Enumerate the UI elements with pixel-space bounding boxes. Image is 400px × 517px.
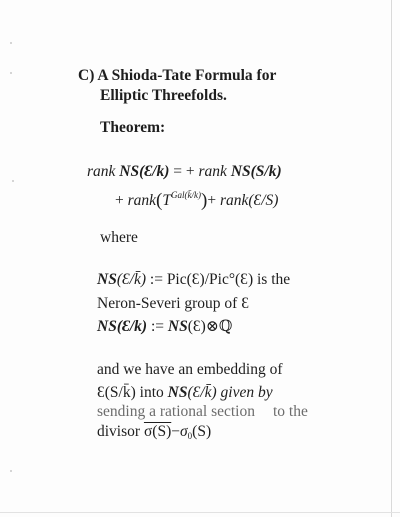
- ns-term: NS: [119, 163, 140, 180]
- ns-argument: (Ɛ/k): [139, 163, 170, 180]
- ns-term: NS: [167, 318, 188, 335]
- sigma-zero-term: σ: [180, 423, 188, 440]
- divisor-label: divisor: [97, 423, 144, 440]
- plus-sign: +: [115, 192, 128, 209]
- embedding-line-3: [97, 403, 308, 421]
- formula-line-2: [115, 186, 278, 210]
- section-group: Ɛ(S/k̄) into: [97, 384, 168, 401]
- rank-term: rank: [127, 192, 157, 209]
- galois-superscript: Gal(k̄/k): [171, 190, 201, 200]
- definition-line-1: [97, 271, 290, 289]
- sigma-term: σ(S): [143, 423, 172, 440]
- ns-argument: (Ɛ/k̄) given by: [187, 384, 273, 401]
- rank-argument: (Ɛ/S): [248, 192, 279, 209]
- embedding-line-2: [97, 384, 273, 402]
- ns-term: NS: [97, 318, 117, 335]
- plus-sign: +: [207, 192, 220, 209]
- scan-edge: [0, 512, 400, 513]
- ns-term: NS: [97, 271, 117, 288]
- sigma-argument: (S): [192, 423, 212, 440]
- close-paren: ): [200, 190, 208, 211]
- ns-argument: (Ɛ/k): [116, 318, 148, 335]
- rank-term: rank: [198, 163, 231, 180]
- formula-line-1: [87, 163, 282, 181]
- assign-symbol: :=: [147, 318, 168, 335]
- ns-argument: (Ɛ/k̄): [116, 271, 147, 288]
- theorem-label: Theorem:: [100, 119, 166, 136]
- rank-term: rank: [87, 163, 116, 180]
- embedding-line-4: [97, 423, 211, 445]
- embedding-line-1: and we have an embedding of: [97, 361, 283, 378]
- definition-text: := Pic(Ɛ)/Pic°(Ɛ) is the: [146, 271, 291, 288]
- sigma-subscript: 0: [187, 431, 193, 441]
- scan-edge: [391, 0, 392, 517]
- scan-speck: [10, 42, 12, 44]
- scan-speck: [10, 72, 12, 74]
- ns-term: NS: [167, 384, 188, 401]
- equals-plus: = +: [169, 163, 199, 180]
- heading-line-1: C) A Shioda-Tate Formula for: [78, 67, 277, 84]
- minus-sign: −: [171, 423, 180, 440]
- rank-term: rank: [219, 192, 249, 209]
- heading-line-2: Elliptic Threefolds.: [100, 87, 227, 104]
- embedding-text: to the: [272, 403, 308, 420]
- definition-line-3: [97, 318, 232, 336]
- scan-speck: [10, 470, 12, 472]
- t-term: T: [162, 192, 171, 209]
- embedding-text: sending a rational section: [97, 403, 255, 420]
- section-heading: [78, 66, 378, 106]
- definition-line-2: Neron-Severi group of Ɛ: [97, 295, 249, 312]
- ns-argument: (S/k): [250, 163, 282, 180]
- where-text: where: [100, 229, 138, 246]
- tensor-term: (Ɛ)⊗ℚ: [187, 318, 233, 335]
- open-paren: (: [156, 190, 163, 211]
- ns-term: NS: [230, 163, 251, 180]
- scan-speck: [12, 180, 14, 182]
